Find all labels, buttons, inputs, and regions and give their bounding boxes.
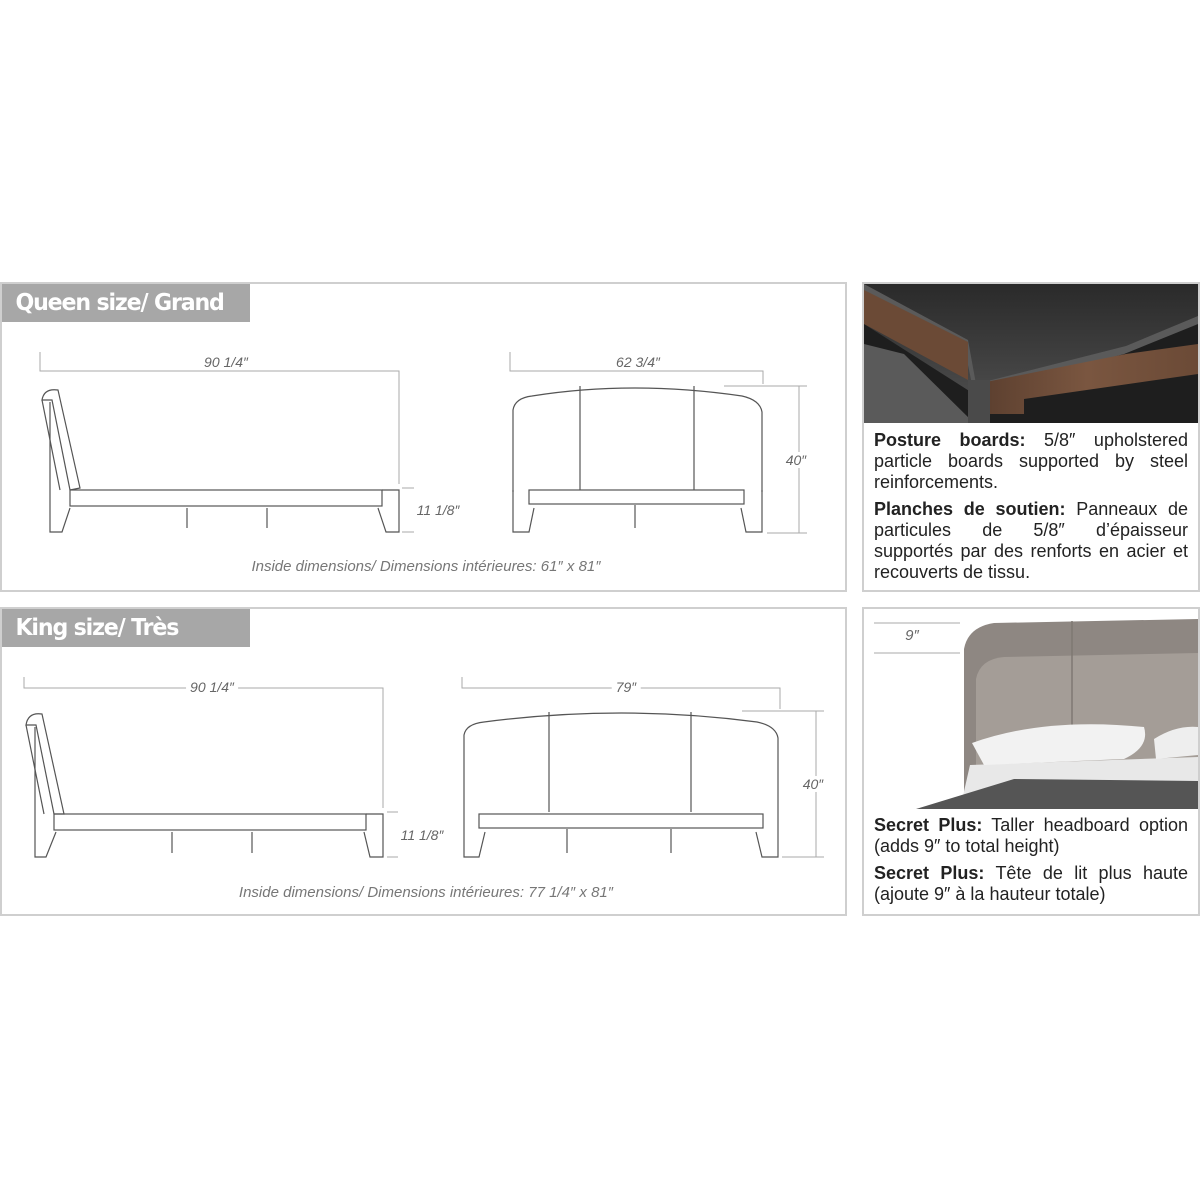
king-bed-drawing xyxy=(2,609,845,914)
posture-en xyxy=(874,430,1188,493)
secret-fr xyxy=(874,863,1188,905)
posture-boards-photo xyxy=(864,284,1198,423)
queen-side-view xyxy=(40,352,414,532)
queen-rail-height-label: 11 1/8″ xyxy=(413,502,464,518)
secret-plus-panel xyxy=(862,607,1200,916)
king-side-view xyxy=(24,677,398,857)
king-rail-height-label: 11 1/8″ xyxy=(397,827,448,843)
secret-plus-description xyxy=(874,815,1188,911)
posture-boards-panel xyxy=(862,282,1200,592)
posture-en-text: 5/8″ upholstered particle boards supported by steel reinforcements. xyxy=(874,430,1188,492)
queen-side-length-label: 90 1/4″ xyxy=(200,354,252,370)
king-height-label: 40″ xyxy=(799,776,828,792)
posture-fr-label: Planches de soutien: xyxy=(874,499,1066,519)
posture-fr-text: Panneaux de particules de 5/8″ d’épaisseur supportés par des renforts en acier et recouverts de tissu. xyxy=(874,499,1189,582)
secret-en-label: Secret Plus: xyxy=(874,815,983,835)
posture-en-label: Posture boards: xyxy=(874,430,1026,450)
king-width-label: 79″ xyxy=(612,679,641,695)
queen-inside-dimensions: Inside dimensions/ Dimensions intérieures: 61″ x 81″ xyxy=(251,558,601,575)
king-size-title: King size/ Très grand lit xyxy=(2,609,250,647)
queen-front-view xyxy=(510,352,807,533)
secret-en xyxy=(874,815,1188,857)
secret-fr-label: Secret Plus: xyxy=(874,863,985,883)
queen-height-label: 40″ xyxy=(782,452,811,468)
posture-fr xyxy=(874,499,1188,583)
queen-size-title: Queen size/ Grand lit xyxy=(2,284,250,322)
queen-size-panel xyxy=(0,282,847,592)
secret-plus-dimension-label: 9″ xyxy=(901,627,923,644)
queen-width-label: 62 3/4″ xyxy=(612,354,664,370)
queen-bed-drawing xyxy=(2,284,845,590)
king-side-length-label: 90 1/4″ xyxy=(186,679,238,695)
king-inside-dimensions: Inside dimensions/ Dimensions intérieures: 77 1/4″ x 81″ xyxy=(238,884,614,901)
king-size-panel xyxy=(0,607,847,916)
secret-fr-text: Tête de lit plus haute (ajoute 9″ à la hauteur totale) xyxy=(874,863,1188,904)
secret-en-text: Taller headboard option (adds 9″ to total height) xyxy=(874,815,1188,856)
posture-boards-description xyxy=(874,430,1188,589)
king-front-view xyxy=(462,677,824,857)
